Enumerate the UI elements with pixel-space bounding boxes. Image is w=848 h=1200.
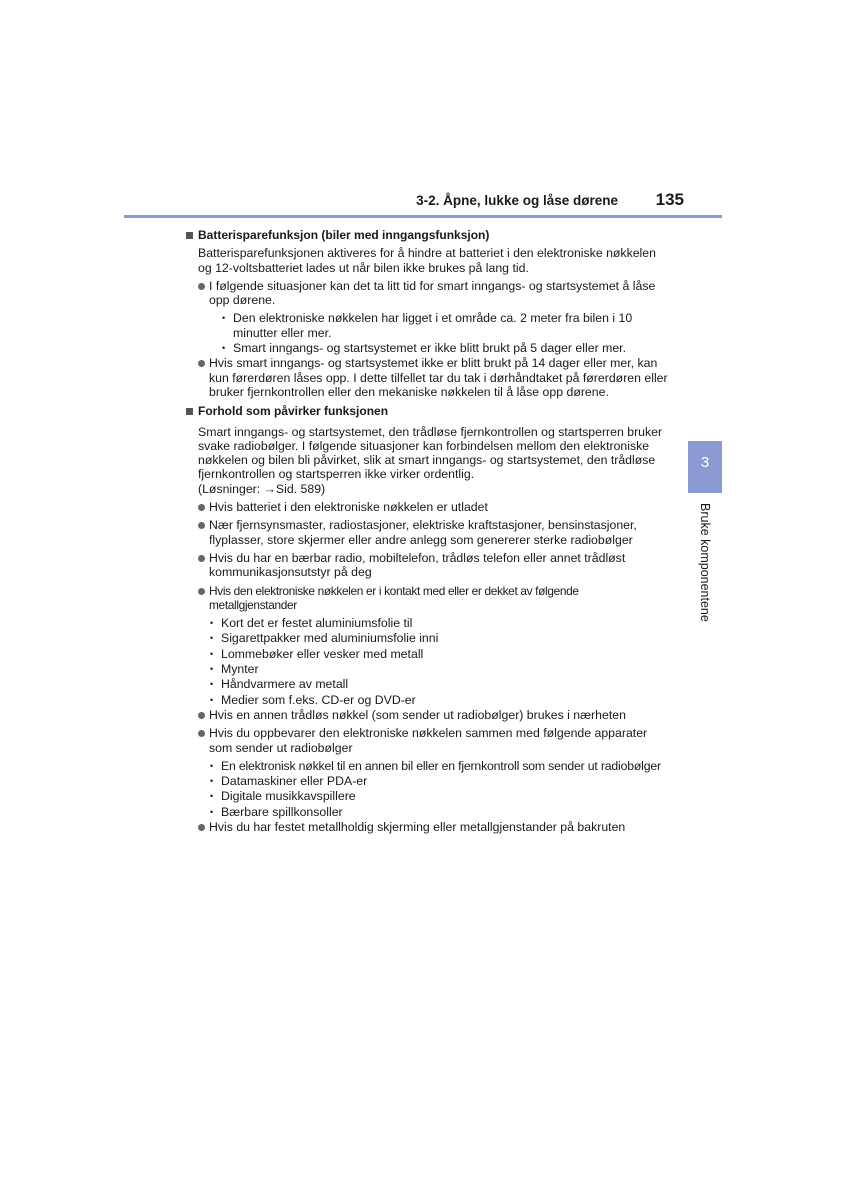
paragraph: Batterisparefunksjonen aktiveres for å hindre at batteriet i den elektroniske nøkkelen og 12-voltsbatteriet lades ut når bilen ikke brukes på lang tid. <box>198 246 656 275</box>
list-item <box>198 518 668 547</box>
sub-list-item <box>210 693 668 707</box>
bullet-text: Hvis batteriet i den elektroniske nøkkelen er utladet <box>209 500 488 515</box>
paragraph <box>198 425 668 496</box>
list-item <box>198 820 668 834</box>
round-bullet-icon <box>198 504 205 511</box>
list-item <box>198 356 668 399</box>
sub-bullet-icon: • <box>210 791 214 802</box>
sub-bullet-icon: • <box>210 806 214 817</box>
sub-bullet-icon: • <box>210 618 214 629</box>
sub-bullet-text: Bærbare spillkonsoller <box>221 804 343 819</box>
list-item <box>198 500 668 514</box>
round-bullet-icon <box>198 283 205 290</box>
round-bullet-icon <box>198 522 205 529</box>
sub-bullet-text: Håndvarmere av metall <box>221 677 349 692</box>
sub-list-item <box>210 677 668 691</box>
list-item <box>198 726 668 755</box>
sub-bullet-text: En elektronisk nøkkel til en annen bil eller en fjernkontroll som sender ut radiobølger <box>221 758 661 773</box>
bullet-text: I følgende situasjoner kan det ta litt tid for smart inngangs- og startsystemet å låse opp dørene. <box>209 278 656 308</box>
bullet-text: Hvis smart inngangs- og startsystemet ikke er blitt brukt på 14 dager eller mer, kan kun førerdøren låses opp. I dette tilfellet tar du tak i dørhåndtaket på førerdøren eller bruker fjernkontrollen eller den mekaniske nøkkelen til å låse opp dørene. <box>209 356 668 399</box>
round-bullet-icon <box>198 555 205 562</box>
sub-bullet-icon: • <box>210 694 214 705</box>
paragraph-text: Smart inngangs- og startsystemet, den trådløse fjernkontrollen og startsperren bruker svake radiobølger. I følgende situasjoner kan forbindelsen mellom den elektroniske nøkkelen og bilen bli påvirket, slik at smart inngangs- og startsystemet, den trådløse fjernkontrollen og startsperren ikke virker ordentlig. <box>198 424 663 482</box>
heading-text: Forhold som påvirker funksjonen <box>198 404 389 419</box>
list-item <box>198 584 668 613</box>
sub-bullet-text: Digitale musikkavspillere <box>221 789 356 804</box>
sub-bullet-text: Mynter <box>221 662 259 677</box>
page-number: 135 <box>655 190 684 209</box>
bullet-text: Hvis du har festet metallholdig skjerming eller metallgjenstander på bakruten <box>209 819 626 834</box>
heading-text: Batterisparefunksjon (biler med inngangsfunksjon) <box>198 228 490 242</box>
sub-bullet-icon: • <box>210 664 214 675</box>
list-item <box>198 279 668 308</box>
sub-bullet-text: Smart inngangs- og startsystemet er ikke blitt brukt på 5 dager eller mer. <box>233 341 626 356</box>
sub-list-item <box>210 662 668 676</box>
bullet-text: Nær fjernsynsmaster, radiostasjoner, elektriske kraftstasjoner, bensinstasjoner, flyplasser, store skjermer eller andre anlegg som genererer sterke radiobølger <box>209 518 637 547</box>
sub-bullet-text: Den elektroniske nøkkelen har ligget i et område ca. 2 meter fra bilen i 10 minutter eller mer. <box>233 311 633 340</box>
section-title: 3-2. Åpne, lukke og låse dørene <box>416 193 618 208</box>
page-content <box>186 225 668 834</box>
sub-list-item <box>210 616 668 630</box>
sub-list-item <box>210 805 668 819</box>
bullet-text: Hvis en annen trådløs nøkkel (som sender ut radiobølger) brukes i nærheten <box>209 707 626 722</box>
sub-bullet-icon: • <box>222 313 226 324</box>
solutions-reference: (Løsninger: →Sid. 589) <box>198 481 326 496</box>
chapter-number: 3 <box>700 454 710 471</box>
list-item <box>198 708 668 722</box>
round-bullet-icon <box>198 712 205 719</box>
sub-bullet-icon: • <box>222 343 226 354</box>
chapter-tab <box>688 441 722 493</box>
sub-list-item <box>210 774 668 788</box>
sub-bullet-text: Lommebøker eller vesker med metall <box>221 646 424 661</box>
bullet-text: Hvis du oppbevarer den elektroniske nøkkelen sammen med følgende apparater som sender ut radiobølger <box>209 726 648 755</box>
sub-list-item <box>222 341 668 355</box>
sub-bullet-icon: • <box>210 760 214 771</box>
sub-bullet-text: Datamaskiner eller PDA-er <box>221 774 368 789</box>
header-rule <box>124 215 722 218</box>
round-bullet-icon <box>198 360 205 367</box>
chapter-label: Bruke komponentene <box>698 503 712 622</box>
sub-list-item <box>210 647 668 661</box>
square-bullet-icon <box>186 232 193 239</box>
sub-list-item <box>210 789 668 803</box>
list-item <box>198 551 668 580</box>
round-bullet-icon <box>198 588 205 595</box>
section-heading-battery <box>186 228 668 242</box>
sub-list-item <box>222 311 668 340</box>
sub-list-item <box>210 759 668 773</box>
sub-bullet-text: Medier som f.eks. CD-er og DVD-er <box>221 692 416 707</box>
sub-list-item <box>210 631 668 645</box>
sub-bullet-icon: • <box>210 648 214 659</box>
square-bullet-icon <box>186 408 193 415</box>
sub-bullet-text: Sigarettpakker med aluminiumsfolie inni <box>221 631 439 646</box>
sub-bullet-icon: • <box>210 633 214 644</box>
round-bullet-icon <box>198 730 205 737</box>
sub-bullet-icon: • <box>210 776 214 787</box>
bullet-text: Hvis den elektroniske nøkkelen er i kontakt med eller er dekket av følgende metallgjenstander <box>209 583 579 612</box>
sub-bullet-text: Kort det er festet aluminiumsfolie til <box>221 616 413 631</box>
sub-bullet-icon: • <box>210 679 214 690</box>
bullet-text: Hvis du har en bærbar radio, mobiltelefon, trådløs telefon eller annet trådløst kommunikasjonsutstyr på deg <box>209 550 626 580</box>
round-bullet-icon <box>198 824 205 831</box>
section-heading-conditions <box>186 404 668 418</box>
